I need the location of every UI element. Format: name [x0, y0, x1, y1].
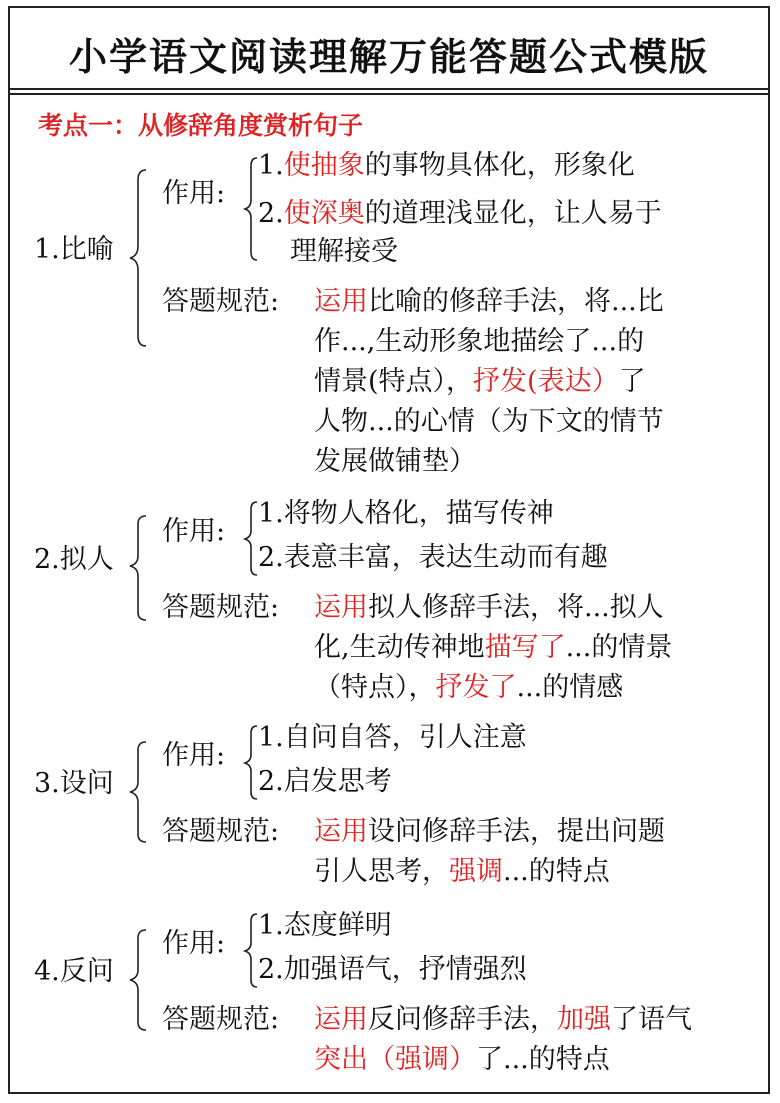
item-name: 3.设问: [34, 768, 114, 799]
norm-line: 发展做铺垫）: [314, 446, 476, 477]
norm-label: 答题规范:: [162, 286, 280, 317]
norm-line: （特点），抒发了...的情感: [314, 672, 624, 703]
effect-1: 1.将物人格化，描写传神: [258, 498, 554, 529]
norm-label: 答题规范:: [162, 816, 280, 847]
norm-line: 运用拟人修辞手法，将...拟人: [314, 592, 664, 623]
effect-2: 2.表意丰富，表达生动而有趣: [258, 542, 608, 573]
norm-line: 作...,生动形象地描绘了...的: [314, 326, 645, 357]
effect-label: 作用:: [162, 740, 226, 771]
norm-line: 引人思考，强调...的特点: [314, 856, 610, 887]
item-name: 1.比喻: [34, 234, 114, 265]
item-name: 2.拟人: [34, 544, 114, 575]
title-box: [10, 8, 768, 90]
outer-brace: [126, 168, 150, 348]
norm-line: 运用比喻的修辞手法，将...比: [314, 286, 664, 317]
outer-brace: [126, 514, 150, 624]
outer-brace: [126, 740, 150, 846]
effect-1: 1.自问自答，引人注意: [258, 722, 527, 753]
norm-label: 答题规范:: [162, 1004, 280, 1035]
effect-1: 1.态度鲜明: [258, 910, 392, 941]
effect-2-continued: 理解接受: [290, 236, 398, 267]
effect-2: 2.使深奥的道理浅显化，让人易于: [258, 198, 662, 229]
norm-label: 答题规范:: [162, 592, 280, 623]
effect-2: 2.启发思考: [258, 766, 392, 797]
norm-line: 运用反问修辞手法，加强了语气: [314, 1004, 692, 1035]
norm-line: 运用设问修辞手法，提出问题: [314, 816, 665, 847]
effect-label: 作用:: [162, 928, 226, 959]
norm-line: 人物...的心情（为下文的情节: [314, 406, 664, 437]
title-divider: [10, 93, 768, 95]
page-title: 小学语文阅读理解万能答题公式模版: [68, 35, 709, 79]
item-name: 4.反问: [34, 956, 114, 987]
section-heading: 考点一：从修辞角度赏析句子: [38, 111, 364, 140]
norm-line: 化,生动传神地描写了...的情景: [314, 632, 673, 663]
effect-2: 2.加强语气，抒情强烈: [258, 954, 527, 985]
norm-line: 情景(特点），抒发(表达）了: [314, 366, 646, 397]
effect-label: 作用:: [162, 516, 226, 547]
outer-brace: [126, 928, 150, 1034]
effect-1: 1.使抽象的事物具体化，形象化: [258, 150, 635, 181]
effect-label: 作用:: [162, 178, 226, 209]
norm-line: 突出（强调）了...的特点: [314, 1044, 610, 1075]
